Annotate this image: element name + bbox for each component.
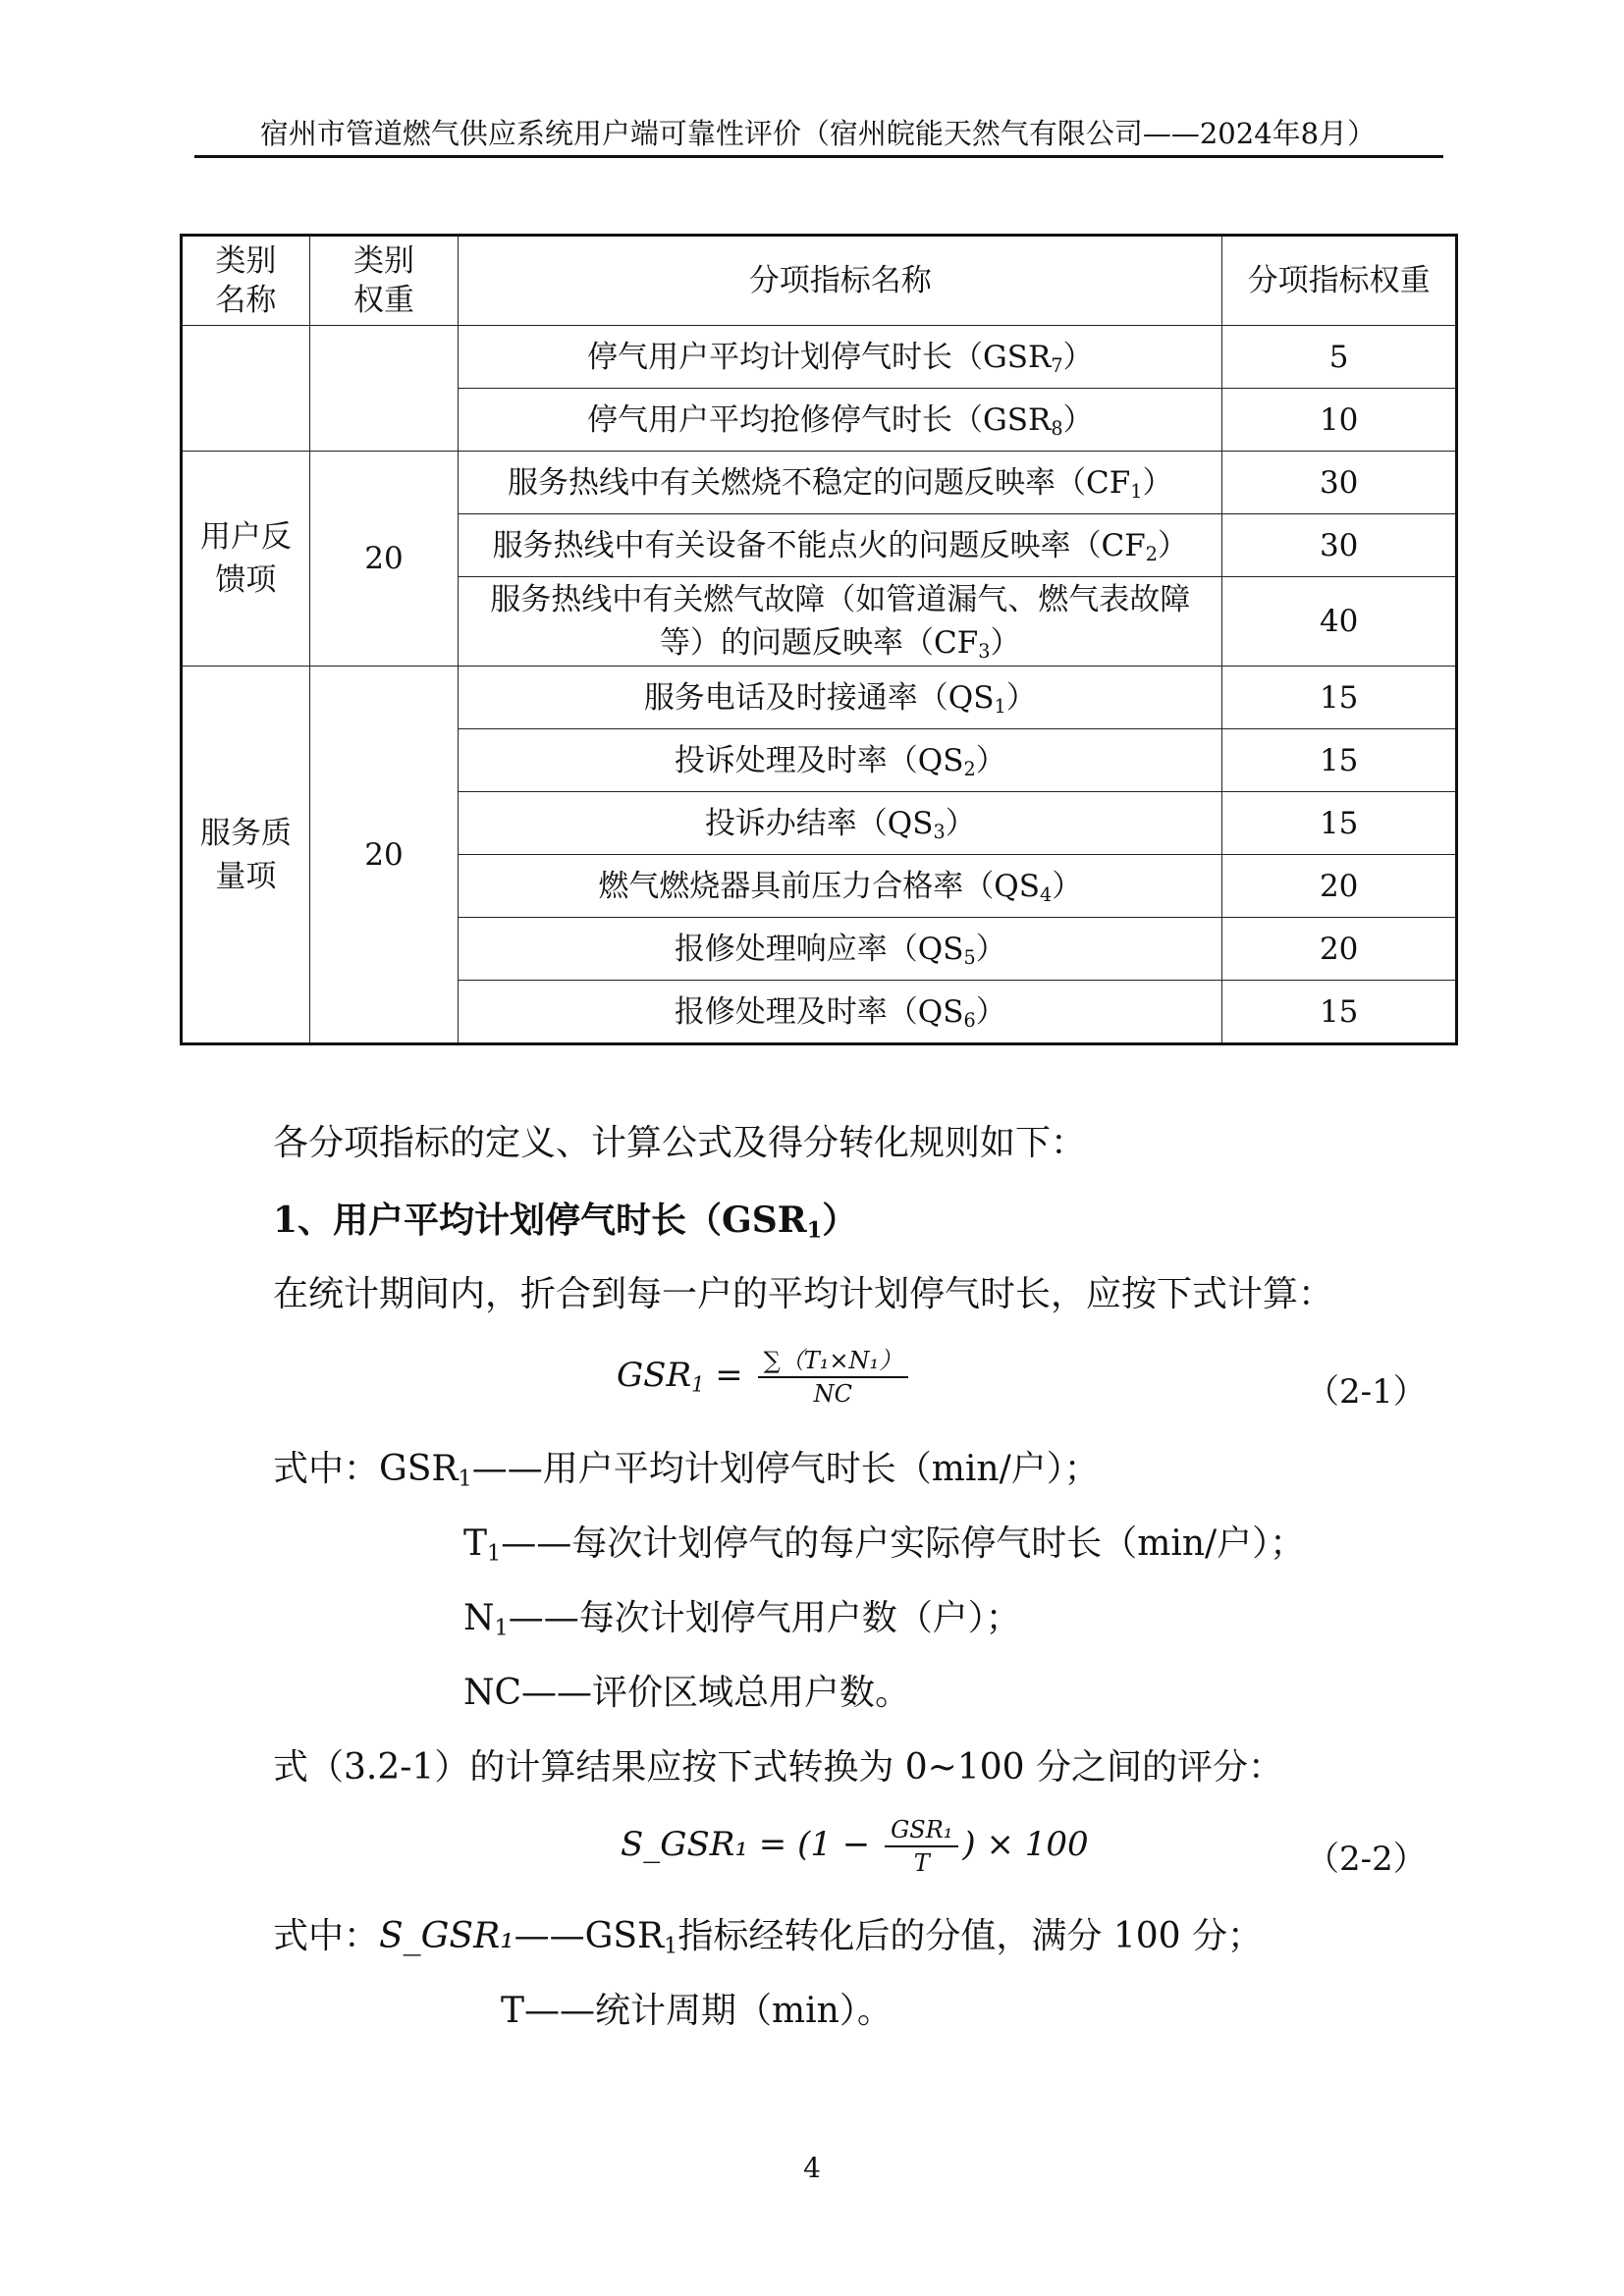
category-weight: 20 [309,667,458,1044]
item-weight: 20 [1222,918,1457,981]
equation-number-2-1: （2-1） [1306,1372,1427,1412]
table-row [182,452,1457,514]
item-weight: 5 [1222,326,1457,389]
header-category-name: 类别名称 [182,236,310,326]
item-name: 报修处理及时率$(QS_6)$ [459,981,1222,1044]
category-name: 服务质量项 [182,667,310,1044]
variable-definition: NC——评价区域总用户数。 [463,1673,911,1713]
index-weight-table [180,234,1458,1045]
header-category-weight: 类别权重 [309,236,458,326]
item-name: 投诉办结率$(QS_3)$ [459,792,1222,855]
item-name: 停气用户平均抢修停气时长$(GSR_8)$ [459,389,1222,452]
item-weight: 15 [1222,792,1457,855]
item-name: 服务热线中有关燃烧不稳定的问题反映率$(CF_1)$ [459,452,1222,514]
item-weight: 30 [1222,514,1457,577]
variable-definition: $N_1——$每次计划停气用户数（户）； [463,1598,1021,1641]
table-row [182,326,1457,389]
section-title: 1、用户平均计划停气时长$(GSR_1)$ [273,1200,858,1244]
item-name: 燃气燃烧器具前压力合格率$(QS_4)$ [459,855,1222,918]
variable-definition: $T_1——$每次计划停气的每户实际停气时长（min/户）； [463,1523,1306,1567]
item-weight: 30 [1222,452,1457,514]
table-row [182,667,1457,729]
category-weight-empty [309,326,458,452]
category-weight: 20 [309,452,458,667]
variable-definition: 式中：$GSR_1——$用户平均计划停气时长（min/户）； [273,1449,1100,1492]
conversion-paragraph: 式（3.2-1）的计算结果应按下式转换为 0~100 分之间的评分： [273,1747,1283,1788]
intro-paragraph: 各分项指标的定义、计算公式及得分转化规则如下： [273,1123,1087,1163]
item-name: 报修处理响应率$(QS_5)$ [459,918,1222,981]
item-weight: 40 [1222,577,1457,667]
equation-number-2-2: （2-2） [1306,1840,1427,1879]
formula-2-1: $GSR_1$ = $\frac{\text{∑（T₁×N₁）}}{NC}$ [617,1347,912,1408]
variable-definition: T——统计周期（min）。 [501,1991,893,2031]
item-name: 服务热线中有关设备不能点火的问题反映率$(CF_2)$ [459,514,1222,577]
header-item-name: 分项指标名称 [459,236,1222,326]
item-weight: 20 [1222,855,1457,918]
table-header-row [182,236,1457,326]
item-name: 投诉处理及时率$(QS_2)$ [459,729,1222,792]
item-name: 服务电话及时接通率$(QS_1)$ [459,667,1222,729]
page-number: 4 [803,2152,821,2184]
running-header: 宿州市管道燃气供应系统用户端可靠性评价（宿州皖能天然气有限公司——2024年8月） [259,117,1377,150]
definition-paragraph: 在统计期间内，折合到每一户的平均计划停气时长，应按下式计算： [273,1274,1334,1314]
item-weight: 15 [1222,729,1457,792]
item-name: 服务热线中有关燃气故障（如管道漏气、燃气表故障等）的问题反映率$(CF_3)$ [459,577,1222,667]
header-item-weight: 分项指标权重 [1222,236,1457,326]
header-rule [194,155,1443,158]
item-weight: 15 [1222,667,1457,729]
category-cell-empty [182,326,310,452]
item-weight: 10 [1222,389,1457,452]
item-name: 停气用户平均计划停气时长$(GSR_7)$ [459,326,1222,389]
variable-definition: 式中：$S\_GSR_1——GSR_1$指标经转化后的分值，满分 100 分； [273,1916,1263,1959]
formula-2-2: S_GSR₁ = (1 − $\frac{\text{GSR₁}}{T}$ ) × 100 [621,1816,1089,1877]
category-name: 用户反馈项 [182,452,310,667]
item-weight: 15 [1222,981,1457,1044]
